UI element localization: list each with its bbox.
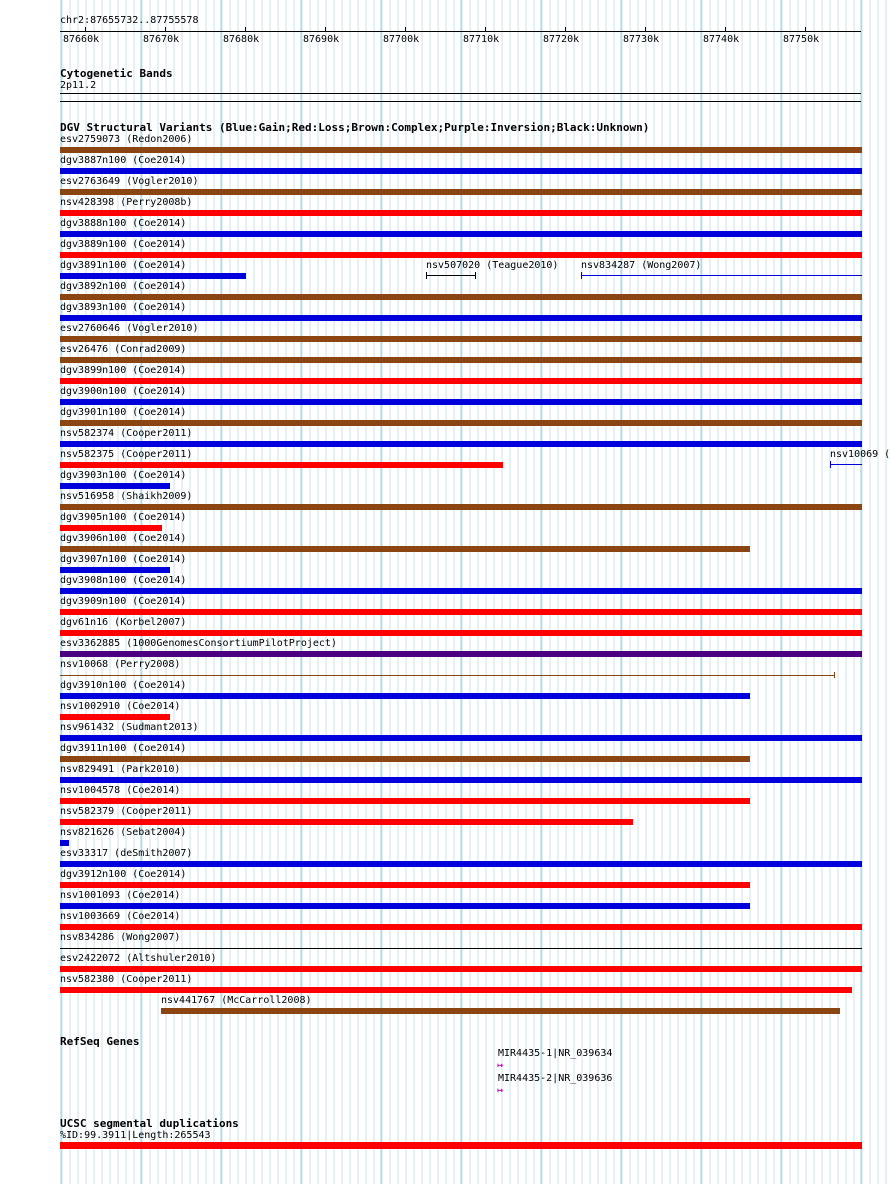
ruler-tick-label: 87700k — [383, 34, 420, 45]
dgv-feature-label[interactable]: dgv3907n100 (Coe2014) — [60, 554, 187, 565]
dgv-feature-label[interactable]: nsv507020 (Teague2010) — [426, 260, 559, 271]
dgv-feature-bar[interactable] — [60, 189, 862, 195]
dgv-feature-bar[interactable] — [60, 777, 862, 783]
dgv-feature-label[interactable]: nsv829491 (Park2010) — [60, 764, 181, 775]
dgv-feature-bar[interactable] — [60, 861, 862, 867]
dgv-feature-bar[interactable] — [60, 441, 862, 447]
dgv-feature-label[interactable]: esv2759073 (Redon2006) — [60, 134, 193, 145]
dgv-feature-label[interactable]: nsv428398 (Perry2008b) — [60, 197, 193, 208]
ruler-tick-label: 87670k — [143, 34, 180, 45]
dgv-feature-bar[interactable] — [60, 588, 862, 594]
dgv-feature-label[interactable]: dgv3901n100 (Coe2014) — [60, 407, 187, 418]
dgv-feature-bar[interactable] — [60, 948, 862, 949]
dgv-feature-label[interactable]: dgv3891n100 (Coe2014) — [60, 260, 187, 271]
ruler-tick-label: 87750k — [783, 34, 820, 45]
refseq-gene-label-2[interactable]: MIR4435-2|NR_039636 — [498, 1073, 613, 1084]
dgv-feature-bar[interactable] — [60, 567, 170, 573]
dgv-feature-bar[interactable] — [60, 630, 862, 636]
dgv-feature-bar[interactable] — [60, 210, 862, 216]
dgv-feature-label[interactable]: nsv582374 (Cooper2011) — [60, 428, 193, 439]
dgv-feature-bar[interactable] — [60, 987, 852, 993]
dgv-feature-label[interactable]: dgv3906n100 (Coe2014) — [60, 533, 187, 544]
dgv-track-title: DGV Structural Variants (Blue:Gain;Red:Loss;Brown:Complex;Purple:Inversion;Black:Unknown) — [60, 121, 650, 134]
dgv-feature-bar[interactable] — [60, 609, 862, 615]
ruler-tick-label: 87730k — [623, 34, 660, 45]
dgv-feature-label[interactable]: dgv3900n100 (Coe2014) — [60, 386, 187, 397]
dgv-feature-label[interactable]: nsv582379 (Cooper2011) — [60, 806, 193, 817]
dgv-feature-label[interactable]: dgv3892n100 (Coe2014) — [60, 281, 187, 292]
dgv-feature-bar[interactable] — [60, 924, 862, 930]
dgv-feature-bar[interactable] — [830, 464, 862, 465]
dgv-feature-bar[interactable] — [161, 1008, 840, 1014]
ruler-tick-label: 87690k — [303, 34, 340, 45]
dgv-feature-label[interactable]: nsv441767 (McCarroll2008) — [161, 995, 312, 1006]
dgv-feature-bar[interactable] — [60, 252, 862, 258]
dgv-feature-endcap — [581, 272, 582, 279]
segdup-track-title: UCSC segmental duplications — [60, 1117, 239, 1130]
segdup-feature-bar[interactable] — [60, 1142, 862, 1149]
cytoband-line-top — [60, 93, 861, 94]
dgv-feature-label[interactable]: nsv516958 (Shaikh2009) — [60, 491, 193, 502]
segdup-feature-label[interactable]: %ID:99.3911|Length:265543 — [60, 1130, 211, 1141]
dgv-feature-label[interactable]: nsv10068 (Perry2008) — [60, 659, 181, 670]
dgv-feature-label[interactable]: dgv3905n100 (Coe2014) — [60, 512, 187, 523]
dgv-feature-bar[interactable] — [581, 275, 862, 276]
ruler-tick-label: 87660k — [63, 34, 100, 45]
dgv-feature-bar[interactable] — [60, 819, 633, 825]
refseq-track-title: RefSeq Genes — [60, 1035, 140, 1048]
dgv-feature-bar[interactable] — [60, 336, 862, 342]
dgv-feature-bar[interactable] — [60, 903, 750, 909]
ruler-tick — [245, 27, 246, 32]
dgv-feature-bar[interactable] — [60, 651, 862, 657]
dgv-feature-label[interactable]: nsv582380 (Cooper2011) — [60, 974, 193, 985]
ruler-tick — [485, 27, 486, 32]
dgv-feature-label[interactable]: nsv1002910 (Coe2014) — [60, 701, 181, 712]
dgv-feature-bar[interactable] — [60, 420, 862, 426]
dgv-feature-bar[interactable] — [60, 399, 862, 405]
ruler-tick — [645, 27, 646, 32]
dgv-feature-label[interactable]: esv2760646 (Vogler2010) — [60, 323, 199, 334]
dgv-feature-endcap — [426, 272, 427, 279]
dgv-feature-label[interactable]: dgv3903n100 (Coe2014) — [60, 470, 187, 481]
dgv-feature-label[interactable]: dgv3908n100 (Coe2014) — [60, 575, 187, 586]
dgv-feature-label[interactable]: esv2422072 (Altshuler2010) — [60, 953, 217, 964]
dgv-feature-label[interactable]: dgv3893n100 (Coe2014) — [60, 302, 187, 313]
dgv-feature-bar[interactable] — [60, 504, 862, 510]
dgv-feature-label[interactable]: nsv834286 (Wong2007) — [60, 932, 181, 943]
ruler-tick — [85, 27, 86, 32]
dgv-feature-label[interactable]: esv3362885 (1000GenomesConsortiumPilotProject) — [60, 638, 337, 649]
dgv-feature-bar[interactable] — [60, 798, 750, 804]
ruler-tick-label: 87680k — [223, 34, 260, 45]
ruler-tick — [165, 27, 166, 32]
dgv-feature-label[interactable]: esv33317 (deSmith2007) — [60, 848, 193, 859]
cytoband-track-title: Cytogenetic Bands — [60, 67, 173, 80]
dgv-feature-bar[interactable] — [60, 462, 503, 468]
dgv-feature-label[interactable]: dgv3909n100 (Coe2014) — [60, 596, 187, 607]
refseq-gene-arrow-icon-1[interactable]: ↦ — [497, 1060, 504, 1071]
ruler-tick-label: 87740k — [703, 34, 740, 45]
dgv-feature-bar[interactable] — [60, 714, 170, 720]
dgv-feature-label[interactable]: nsv1001093 (Coe2014) — [60, 890, 181, 901]
dgv-feature-bar[interactable] — [60, 693, 750, 699]
dgv-feature-label[interactable]: nsv821626 (Sebat2004) — [60, 827, 187, 838]
dgv-feature-bar[interactable] — [60, 294, 862, 300]
dgv-feature-label[interactable]: nsv582375 (Cooper2011) — [60, 449, 193, 460]
cytoband-line-bottom — [60, 101, 861, 102]
dgv-feature-label[interactable]: nsv1003669 (Coe2014) — [60, 911, 181, 922]
dgv-feature-bar[interactable] — [60, 168, 862, 174]
ruler-tick — [325, 27, 326, 32]
dgv-feature-label[interactable]: nsv834287 (Wong2007) — [581, 260, 702, 271]
refseq-gene-arrow-icon-2[interactable]: ↦ — [497, 1085, 504, 1096]
dgv-feature-label[interactable]: dgv3888n100 (Coe2014) — [60, 218, 187, 229]
dgv-feature-label[interactable]: nsv961432 (Sudmant2013) — [60, 722, 199, 733]
dgv-feature-label[interactable]: esv26476 (Conrad2009) — [60, 344, 187, 355]
dgv-feature-endcap — [830, 461, 831, 468]
dgv-feature-label[interactable]: dgv3911n100 (Coe2014) — [60, 743, 187, 754]
ruler-axis-line — [60, 31, 861, 32]
dgv-feature-bar[interactable] — [60, 966, 862, 972]
dgv-feature-bar[interactable] — [60, 882, 750, 888]
dgv-feature-label[interactable]: dgv3910n100 (Coe2014) — [60, 680, 187, 691]
dgv-feature-label[interactable]: dgv3912n100 (Coe2014) — [60, 869, 187, 880]
dgv-feature-bar[interactable] — [60, 315, 862, 321]
dgv-feature-label[interactable]: dgv61n16 (Korbel2007) — [60, 617, 187, 628]
dgv-feature-label[interactable]: dgv3887n100 (Coe2014) — [60, 155, 187, 166]
ruler-position-label: chr2:87655732..87755578 — [60, 15, 199, 26]
dgv-feature-bar[interactable] — [60, 675, 835, 676]
ruler-tick — [405, 27, 406, 32]
dgv-feature-bar[interactable] — [426, 275, 476, 276]
dgv-feature-bar[interactable] — [60, 546, 750, 552]
dgv-feature-bar[interactable] — [60, 231, 862, 237]
ruler-tick — [725, 27, 726, 32]
dgv-feature-bar[interactable] — [60, 378, 862, 384]
dgv-feature-label[interactable]: esv2763649 (Vogler2010) — [60, 176, 199, 187]
dgv-feature-bar[interactable] — [60, 735, 862, 741]
dgv-feature-label[interactable]: nsv1004578 (Coe2014) — [60, 785, 181, 796]
dgv-feature-label[interactable]: dgv3889n100 (Coe2014) — [60, 239, 187, 250]
dgv-feature-bar[interactable] — [60, 525, 162, 531]
ruler-tick — [805, 27, 806, 32]
cytoband-label: 2p11.2 — [60, 80, 97, 91]
dgv-feature-bar[interactable] — [60, 840, 69, 846]
dgv-feature-bar[interactable] — [60, 483, 170, 489]
refseq-gene-label-1[interactable]: MIR4435-1|NR_039634 — [498, 1048, 613, 1059]
dgv-feature-bar[interactable] — [60, 147, 862, 153]
dgv-feature-bar[interactable] — [60, 756, 750, 762]
ruler-tick-label: 87720k — [543, 34, 580, 45]
ruler-tick — [565, 27, 566, 32]
dgv-feature-bar[interactable] — [60, 357, 862, 363]
dgv-feature-endcap — [475, 272, 476, 279]
dgv-feature-label[interactable]: dgv3899n100 (Coe2014) — [60, 365, 187, 376]
dgv-feature-label[interactable]: nsv10069 ( — [830, 449, 890, 460]
dgv-feature-bar[interactable] — [60, 273, 246, 279]
ruler-tick-label: 87710k — [463, 34, 500, 45]
dgv-feature-endcap — [834, 672, 835, 678]
